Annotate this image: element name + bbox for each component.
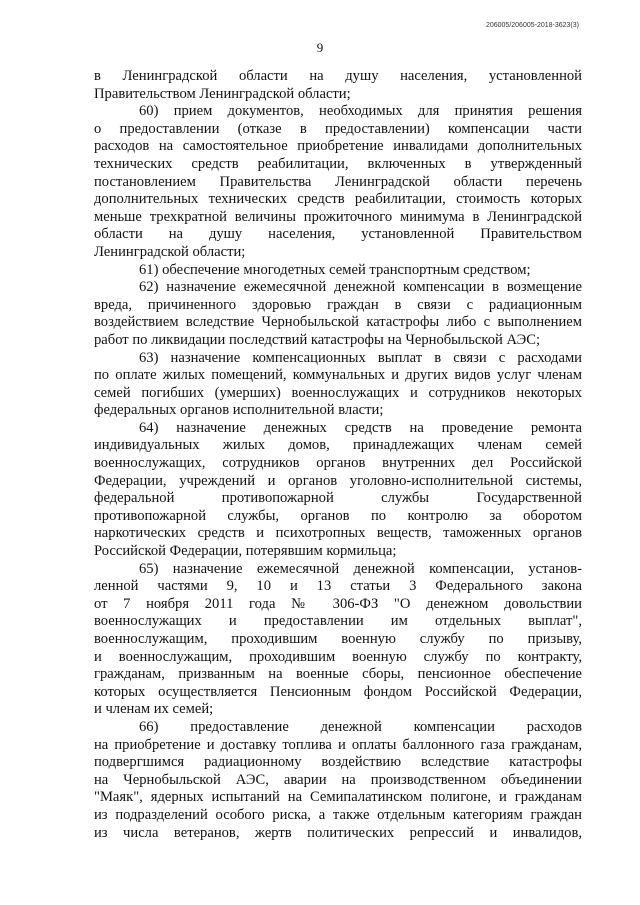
text-line: и военнослужащим, проходившим военную службу по контракту, <box>94 648 582 665</box>
text-line: на приобретение и доставку топлива и оплаты баллонного газа гражданам, <box>94 736 582 753</box>
text-line: федеральных органов исполнительной власти; <box>94 402 384 419</box>
document-code: 206005/206005-2018-3623(3) <box>485 22 579 29</box>
text-line: работ по ликвидации последствий катастрофы на Чернобыльской АЭС; <box>94 331 541 348</box>
text-line: "Маяк", ядерных испытаний на Семипалатинском полигоне, и гражданам <box>94 789 582 806</box>
text-line: индивидуальных жилых домов, принадлежащих членам семей <box>94 437 582 454</box>
page-number: 9 <box>316 40 324 55</box>
text-line: на Чернобыльской АЭС, аварии на производственном объединении <box>94 771 582 788</box>
paragraph <box>94 350 582 420</box>
text-line: области на душу населения, установленной Правительством <box>94 226 582 243</box>
text-line: из подразделений особого риска, а также отдельным категориям граждан <box>94 806 582 823</box>
text-line: 61) обеспечение многодетных семей транспортным средством; <box>139 261 531 278</box>
text-line: и членам их семей; <box>94 701 214 718</box>
text-line: военнослужащих и предоставлении им отдельных выплат", <box>94 613 582 630</box>
text-line: о предоставлении (отказе в предоставлении) компенсации части <box>94 120 582 137</box>
text-line: 65) назначение ежемесячной денежной компенсации, установ- <box>139 560 582 577</box>
text-line: меньше трехкратной величины прожиточного минимума в Ленинградской <box>94 208 582 225</box>
text-line: 63) назначение компенсационных выплат в связи с расходами <box>139 349 582 366</box>
text-line: 66) предоставление денежной компенсации расходов <box>139 718 582 735</box>
paragraph <box>94 420 582 561</box>
text-line: из числа ветеранов, жертв политических репрессий и инвалидов, <box>94 824 582 841</box>
text-line: вреда, причиненного здоровью граждан в связи с радиационным <box>94 296 582 313</box>
text-line: Правительством Ленинградской области; <box>94 85 351 102</box>
paragraph <box>94 279 582 349</box>
text-line: которых осуществляется Пенсионным фондом Российской Федерации, <box>94 683 582 700</box>
text-line: по оплате жилых помещений, коммунальных и других видов услуг членам <box>94 367 582 384</box>
text-line: военнослужащим, проходившим военную службу по призыву, <box>94 631 582 647</box>
text-line: от 7 ноября 2011 года № 306-ФЗ "О денежном довольствии <box>94 595 582 612</box>
text-line: подвергшимся радиационному воздействию вследствие катастрофы <box>94 754 582 771</box>
text-line: технических средств реабилитации, включенных в утвержденный <box>94 155 582 172</box>
text-line: семей погибших (умерших) военнослужащих и сотрудников некоторых <box>94 384 582 401</box>
paragraph <box>94 68 582 103</box>
document-body <box>94 68 582 842</box>
text-line: 64) назначение денежных средств на проведение ремонта <box>139 419 582 436</box>
text-line: Федерации, учреждений и органов уголовно-исполнительной системы, <box>94 472 582 489</box>
text-line: федеральной противопожарной службы Государственной <box>94 490 582 507</box>
paragraph <box>94 719 582 842</box>
text-line: 62) назначение ежемесячной денежной компенсации в возмещение <box>139 279 582 296</box>
text-line: воздействием вследствие Чернобыльской катастрофы либо с выполнением <box>94 314 582 331</box>
text-line: гражданам, призванным на военные сборы, пенсионное обеспечение <box>94 666 582 683</box>
text-line: 60) прием документов, необходимых для принятия решения <box>139 103 582 120</box>
text-line: Российской Федерации, потерявшим кормильца; <box>94 543 397 560</box>
text-line: противопожарной службы, органов по контролю за оборотом <box>94 507 582 524</box>
text-line: дополнительных технических средств реабилитации, стоимость которых <box>94 191 582 208</box>
paragraph <box>94 561 582 719</box>
paragraph <box>94 262 582 280</box>
text-line: ленной частями 9, 10 и 13 статьи 3 Федерального закона <box>94 578 582 595</box>
text-line: военнослужащих, сотрудников органов внутренних дел Российской <box>94 455 582 472</box>
text-line: Ленинградской области; <box>94 243 246 260</box>
paragraph <box>94 103 582 261</box>
text-line: расходов на самостоятельное приобретение инвалидами дополнительных <box>94 138 582 155</box>
text-line: в Ленинградской области на душу населения, установленной <box>94 68 582 84</box>
text-line: наркотических средств и психотропных веществ, таможенных органов <box>94 525 582 542</box>
text-line: постановлением Правительства Ленинградской области перечень <box>94 173 582 190</box>
